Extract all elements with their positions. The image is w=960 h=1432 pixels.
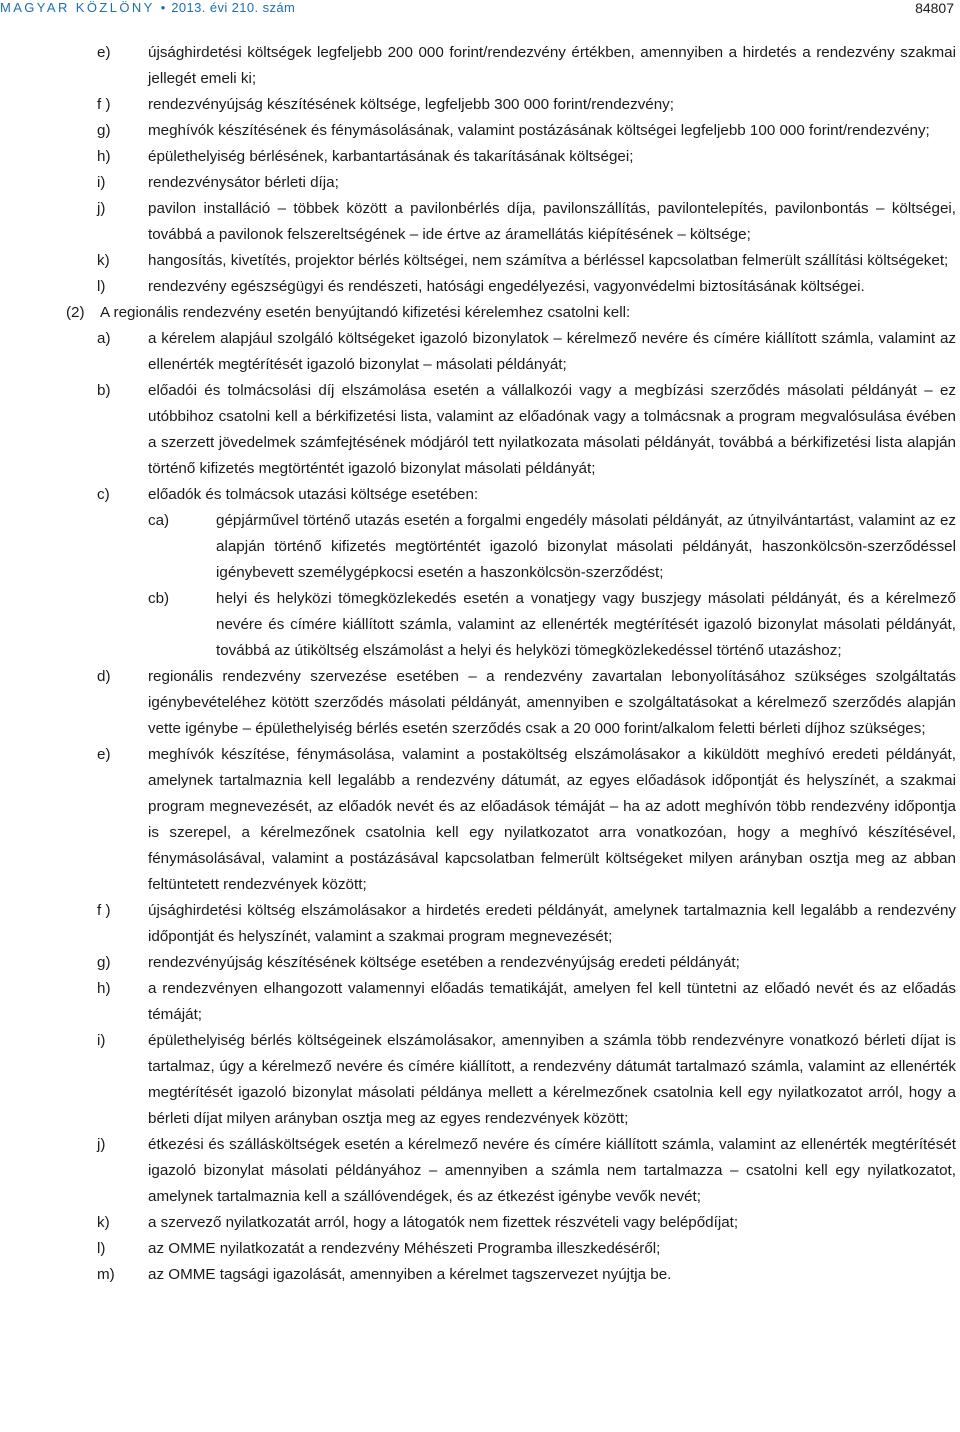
list-item — [0, 144, 960, 170]
item-label: d) — [97, 668, 111, 685]
item-label: b) — [97, 382, 111, 399]
item-label: i) — [97, 174, 106, 191]
item-text: rendezvénysátor bérleti díja; — [148, 174, 339, 191]
list-subitem — [0, 586, 960, 664]
item-text: hangosítás, kivetítés, projektor bérlés költségei, nem számítva a bérléssel kapcsolatban felmerült szállítási költségeket; — [148, 252, 949, 269]
list-item — [0, 378, 960, 482]
item-label: e) — [97, 746, 111, 763]
item-label: j) — [97, 1136, 106, 1153]
section-number: (2) — [66, 304, 85, 321]
item-text: pavilon installáció – többek között a pavilonbérlés díja, pavilonszállítás, pavilontelepítés, pavilonbontás – költségei, továbbá a pavilonok felszereltségének – ide értve az áramellátás kiépítésének – költsége; — [148, 200, 956, 243]
item-text: az OMME nyilatkozatát a rendezvény Méhészeti Programba illeszkedéséről; — [148, 1240, 661, 1257]
item-text: rendezvényújság készítésének költsége esetében a rendezvényújság eredeti példányát; — [148, 954, 740, 971]
item-text: épülethelyiség bérlés költségeinek elszámolásakor, amennyiben a számla több rendezvényre vonatkozó bérleti díjat is tartalmaz, úgy a kérelmező nevére és címére kiállított, a rendezvény dátumát tartalmazó számla, valamint az ellenérték megtérítését igazoló bizonylat másolati példánya mellett a kérelmezőnek csatolnia kell egy nyilatkozatot arról, hogy a bérleti díjat milyen arányban osztja meg az egyes rendezvények között; — [148, 1032, 956, 1127]
item-text: rendezvény egészségügyi és rendészeti, hatósági engedélyezési, vagyonvédelmi biztosításának költségei. — [148, 278, 865, 295]
running-header — [0, 0, 295, 16]
item-text: előadói és tolmácsolási díj elszámolása esetén a vállalkozói vagy a megbízási szerződés másolati példányát – ez utóbbihoz csatolni kell a bérkifizetési lista, valamint az előadónak vagy a tolmácsnak a program megvalósulása évében a szerzett jövedelmek számfejtésének módjáról tett nyilatkozata másolati példányát, továbbá a bérkifizetési lista alapján történő kifizetés megtörténtét igazoló bizonylat másolati példányát; — [148, 382, 956, 477]
item-label: l) — [97, 278, 106, 295]
item-label: cb) — [148, 590, 170, 607]
item-label: l) — [97, 1240, 106, 1257]
list-item — [0, 742, 960, 898]
list-item — [0, 92, 960, 118]
item-text: a rendezvényen elhangozott valamennyi előadás tematikáját, amelyen fel kell tüntetni az előadó nevét és az előadás témáját; — [148, 980, 956, 1023]
item-text: rendezvényújság készítésének költsége, legfeljebb 300 000 forint/rendezvény; — [148, 96, 674, 113]
item-text: előadók és tolmácsok utazási költsége esetében: — [148, 486, 479, 503]
item-label: g) — [97, 122, 111, 139]
travel-sublist — [0, 508, 960, 664]
item-label: c) — [97, 486, 110, 503]
item-text: gépjárművel történő utazás esetén a forgalmi engedély másolati példányát, az útnyilvántartást, valamint az ez alapján történő kifizetés megtörténtét igazoló bizonylat másolati példányát, haszonkölcsön-szerződéssel igénybevett személygépkocsi esetén a haszonkölcsön-szerződést; — [216, 512, 956, 581]
list-item — [0, 326, 960, 378]
list-item — [0, 1236, 960, 1262]
list-item — [0, 1262, 960, 1288]
item-label: f ) — [97, 902, 111, 919]
page-number: 84807 — [915, 0, 954, 16]
item-text: regionális rendezvény szervezése esetében – a rendezvény zavartalan lebonyolításához szükséges szolgáltatás igénybevételéhez kötött szerződés másolati példányát, amennyiben e szolgáltatásokat a kérelmező szerződés alapján vette igénybe – épülethelyiség bérlés esetén szerződés csak a 20 000 forint/alkalom feletti bérleti díjhoz szükséges; — [148, 668, 956, 737]
list-item — [0, 898, 960, 950]
list-item — [0, 274, 960, 300]
list-subitem — [0, 508, 960, 586]
list-item — [0, 40, 960, 92]
list-item — [0, 1028, 960, 1132]
page-header — [0, 0, 960, 26]
attachment-list-b — [0, 664, 960, 1288]
item-label: a) — [97, 330, 111, 347]
header-bullet: • — [160, 0, 166, 15]
list-item — [0, 950, 960, 976]
list-item — [0, 976, 960, 1028]
item-text: épülethelyiség bérlésének, karbantartásának és takarításának költségei; — [148, 148, 634, 165]
document-body — [0, 40, 960, 1288]
item-text: helyi és helyközi tömegközlekedés esetén a vonatjegy vagy buszjegy másolati példányát, és a kérelmező nevére és címére kiállított számla, valamint az ellenérték megtérítését igazoló bizonylat másolati példányát, továbbá az útiköltség elszámolást a helyi és helyközi tömegközlekedéssel történő utazáshoz; — [216, 590, 956, 659]
item-label: ca) — [148, 512, 170, 529]
attachment-list-a — [0, 326, 960, 508]
list-item — [0, 1210, 960, 1236]
section-2 — [0, 300, 960, 326]
list-item — [0, 118, 960, 144]
list-item — [0, 664, 960, 742]
issue-number: 2013. évi 210. szám — [171, 0, 296, 15]
item-text: újsághirdetési költségek legfeljebb 200 000 forint/rendezvény értékben, amennyiben a hirdetés a rendezvény szakmai jellegét emeli ki; — [148, 44, 956, 87]
list-item — [0, 248, 960, 274]
list-item — [0, 170, 960, 196]
item-text: a kérelem alapjául szolgáló költségeket igazoló bizonylatok – kérelmező nevére és címére kiállított számla, valamint az ellenérték megtérítését igazoló bizonylat – másolati példányát; — [148, 330, 956, 373]
cost-list — [0, 40, 960, 300]
item-label: h) — [97, 148, 111, 165]
item-label: h) — [97, 980, 111, 997]
item-text: étkezési és szállásköltségek esetén a kérelmező nevére és címére kiállított számla, valamint az ellenérték megtérítését igazoló bizonylat másolati példányához – amennyiben a számla nem tartalmazza – csatolni kell egy nyilatkozatot, amelynek tartalmaznia kell a szállóvendégek, és az étkezést igénybe vevők nevét; — [148, 1136, 956, 1205]
list-item — [0, 482, 960, 508]
item-label: i) — [97, 1032, 106, 1049]
list-item — [0, 196, 960, 248]
item-label: f ) — [97, 96, 111, 113]
item-text: az OMME tagsági igazolását, amennyiben a kérelmet tagszervezet nyújtja be. — [148, 1266, 672, 1283]
item-label: m) — [97, 1266, 115, 1283]
item-label: k) — [97, 252, 110, 269]
list-item — [0, 1132, 960, 1210]
item-label: g) — [97, 954, 111, 971]
item-text: meghívók készítése, fénymásolása, valamint a postaköltség elszámolásakor a kiküldött meghívó eredeti példányát, amelynek tartalmaznia kell legalább a rendezvény dátumát, az egyes előadások időpontját és helyszínét, a szakmai program megnevezését, az előadók nevét és az előadások témáját – ha az adott meghívón több rendezvény időpontja is szerepel, a kérelmezőnek csatolnia kell egy nyilatkozatot arra vonatkozóan, hogy a meghívó készítésével, fénymásolásával, valamint a postázásával kapcsolatban felmerült költségeket milyen arányban osztja meg az abban feltüntetett rendezvények között; — [148, 746, 956, 893]
journal-title: MAGYAR KÖZLÖNY — [0, 0, 155, 15]
item-text: meghívók készítésének és fénymásolásának, valamint postázásának költségei legfeljebb 100 000 forint/rendezvény; — [148, 122, 930, 139]
item-text: újsághirdetési költség elszámolásakor a hirdetés eredeti példányát, amelynek tartalmaznia kell legalább a rendezvény időpontját és helyszínét, valamint a szakmai program megnevezését; — [148, 902, 956, 945]
item-label: j) — [97, 200, 106, 217]
item-label: e) — [97, 44, 111, 61]
section-text: A regionális rendezvény esetén benyújtandó kifizetési kérelemhez csatolni kell: — [100, 304, 631, 321]
item-label: k) — [97, 1214, 110, 1231]
item-text: a szervező nyilatkozatát arról, hogy a látogatók nem fizettek részvételi vagy belépődíjat; — [148, 1214, 739, 1231]
